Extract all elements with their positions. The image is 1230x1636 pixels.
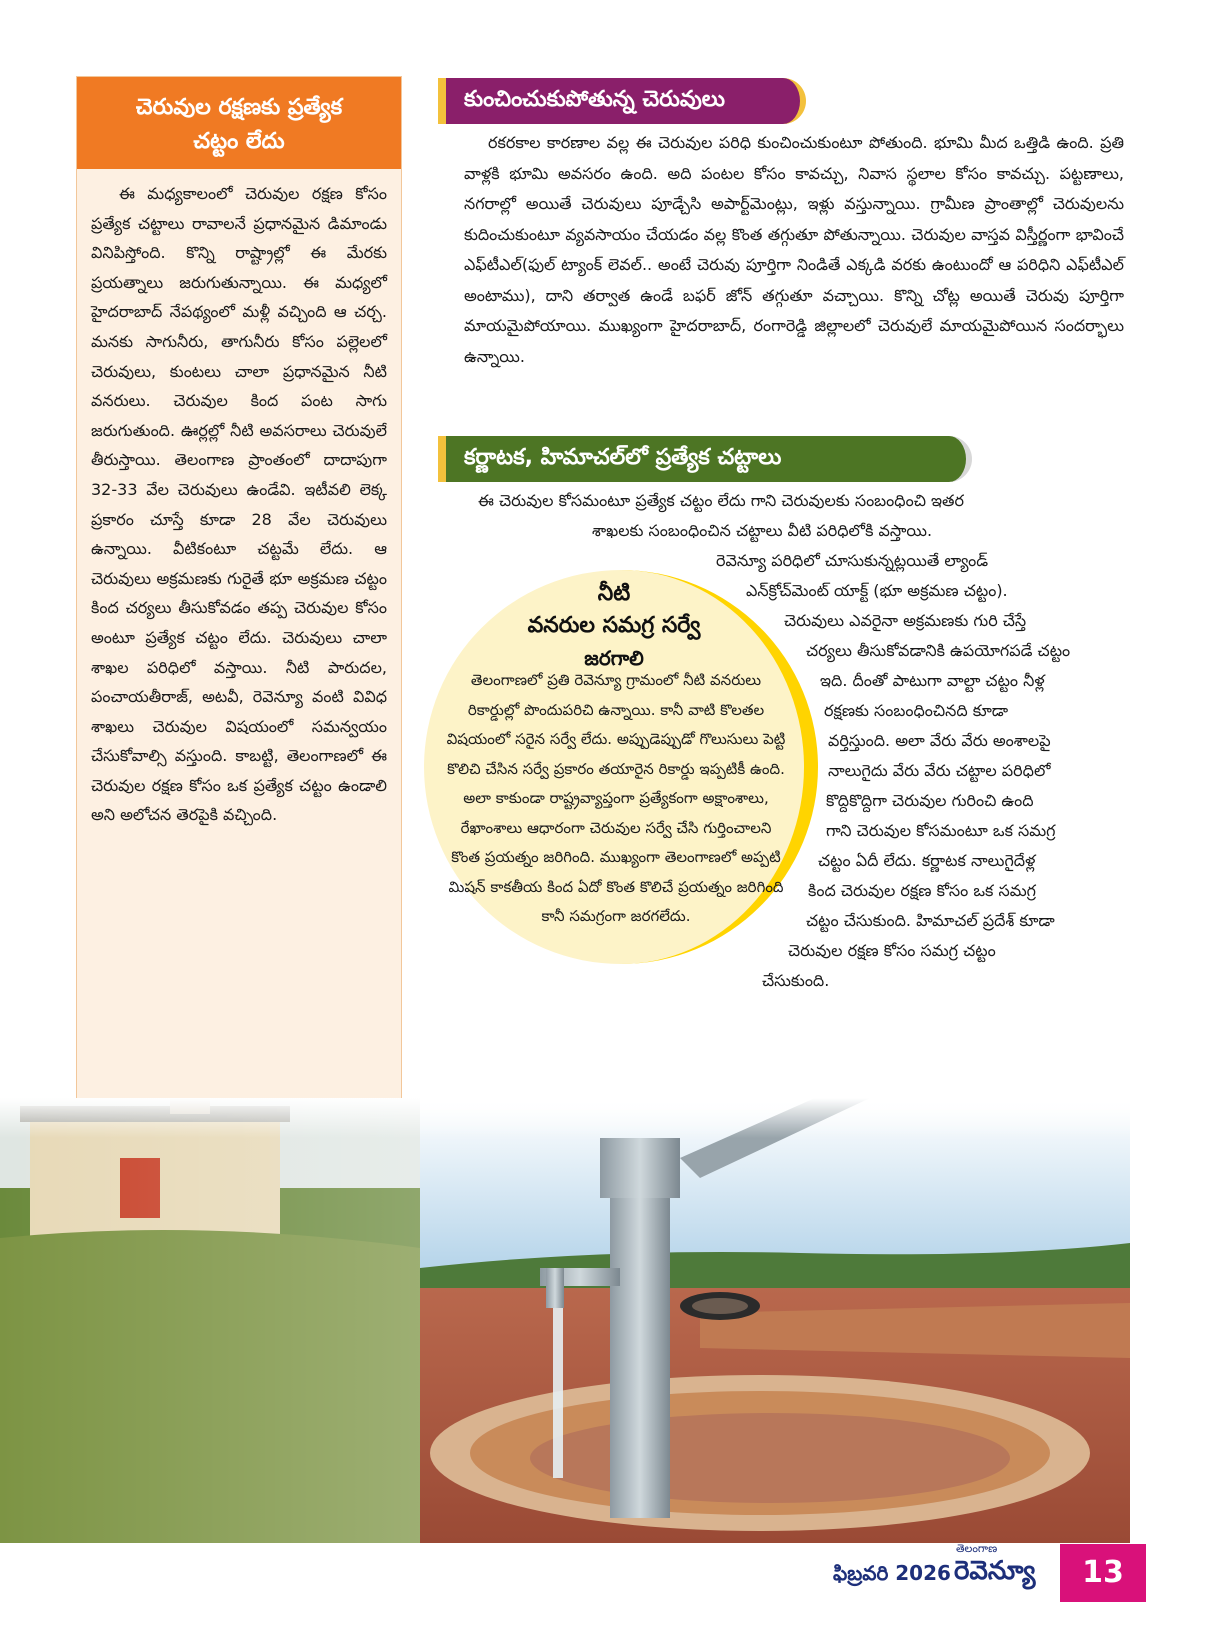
- section2-line: ఈ చెరువుల కోసమంటూ ప్రత్యేక చట్టం లేదు గాని చెరువులకు సంబంధించి ఇతర: [478, 491, 964, 510]
- sidebar-title: చెరువుల రక్షణకు ప్రత్యేక చట్టం లేదు: [77, 77, 401, 169]
- section2-line: చేసుకుంది.: [762, 971, 830, 990]
- section1-heading: కుంచించుకుపోతున్న చెరువులు: [446, 78, 806, 124]
- section2-line: నాలుగైదు వేరు వేరు చట్టాల పరిధిలో: [828, 761, 1051, 780]
- section2-line: చర్యలు తీసుకోవడానికి ఉపయోగపడే చట్టం: [806, 641, 1071, 660]
- section1-body: రకరకాల కారణాల వల్ల ఈ చెరువుల పరిధి కుంచించుకుంటూ పోతుంది. భూమి మీద ఒత్తిడి ఉంది. ప్రతి వాళ్లకి భూమి అవసరం ఉంది. అది పంటల కోసం కావచ్చు, నివాస స్థలాల కోసం కావచ్చు. పట్టణాలు, నగరాల్లో అయితే చెరువులు పూడ్చేసి అపార్ట్‌మెంట్లు, ఇళ్లు వస్తున్నాయి. గ్రామీణ ప్రాంతాల్లో చెరువులను కుదించుకుంటూ వ్యవసాయం చేయడం వల్ల కొంత తగ్గుతూ పోతున్నాయి. చెరువుల వాస్తవ విస్తీర్ణంగా భావించే ఎఫ్‌టీఎల్(ఫుల్ ట్యాంక్ లెవల్.. అంటే చెరువు పూర్తిగా నిండితే ఎక్కడి వరకు ఉంటుందో ఆ పరిధిని ఎఫ్‌టీఎల్ అంటాము), దాని తర్వాత ఉండే బఫర్ జోన్ తగ్గుతూ వచ్చాయి. కొన్ని చోట్ల అయితే చెరువు పూర్తిగా మాయమైపోయాయి. ముఖ్యంగా హైదరాబాద్, రంగారెడ్డి జిల్లాలలో చెరువులే మాయమైపోయిన సందర్భాలు ఉన్నాయి.: [464, 133, 1124, 366]
- section2-line: రక్షణకు సంబంధించినది కూడా: [824, 701, 1009, 720]
- section2-line: ఇది. దీంతో పాటుగా వాల్టా చట్టం నీళ్ల: [820, 671, 1045, 690]
- section2-line: శాఖలకు సంబంధించిన చట్టాలు వీటి పరిధిలోకి వస్తాయి.: [592, 521, 933, 540]
- issue-date: ఫిబ్రవరి 2026: [833, 1561, 951, 1585]
- section2-line: చట్టం చేసుకుంది. హిమాచల్ ప్రదేశ్ కూడా: [806, 911, 1055, 930]
- section2-line: రెవెన్యూ పరిధిలో చూసుకున్నట్లయితే ల్యాండ్: [716, 551, 989, 570]
- section2-line: గాని చెరువుల కోసమంటూ ఒక సమగ్ర: [826, 821, 1056, 840]
- section2-line: చెరువుల రక్షణ కోసం సమగ్ర చట్టం: [788, 941, 996, 960]
- survey-title-line: జరగాలి: [584, 646, 644, 670]
- section2-line: చెరువులు ఎవరైనా అక్రమణకు గురి చేస్తే: [784, 611, 1027, 630]
- section2-line: కింద చెరువుల రక్షణ కోసం ఒక సమగ్ర: [808, 881, 1036, 900]
- sidebar-text: ఈ మధ్యకాలంలో చెరువుల రక్షణ కోసం ప్రత్యేక చట్టాలు రావాలనే ప్రధానమైన డిమాండు వినిపిస్తోంది. కొన్ని రాష్ట్రాల్లో ఈ మేరకు ప్రయత్నాలు జరుగుతున్నాయి. ఈ మధ్యలో హైదరాబాద్ నేపథ్యంలో మళ్లీ వచ్చింది ఆ చర్చ. మనకు సాగునీరు, తాగునీరు కోసం పల్లెలలో చెరువులు, కుంటలు చాలా ప్రధానమైన నీటి వనరులు. చెరువుల కింద పంట సాగు జరుగుతుంది. ఊర్లల్లో నీటి అవసరాలు చెరువులే తీరుస్తాయి. తెలంగాణ ప్రాంతంలో దాదాపుగా 32-33 వేల చెరువులు ఉండేవి. ఇటీవలి లెక్క ప్రకారం చూస్తే కూడా 28 వేల చెరువులు ఉన్నాయి. వీటికంటూ చట్టమే లేదు. ఆ చెరువులు అక్రమణకు గురైతే భూ అక్రమణ చట్టం కింద చర్యలు తీసుకోవడం తప్ప చెరువుల కోసం అంటూ ప్రత్యేక చట్టం లేదు. చెరువులు చాలా శాఖల పరిధిలో వస్తాయి. నీటి పారుదల, పంచాయతీరాజ్, అటవీ, రెవెన్యూ వంటి వివిధ శాఖలు చెరువుల విషయంలో సమన్వయం చేసుకోవాల్సి వస్తుంది. కాబట్టి, తెలంగాణలో ఈ చెరువుల రక్షణ కోసం ఒక ప్రత్యేక చట్టం ఉండాలి అని అలోచన తెరపైకి వచ్చింది.: [91, 184, 387, 825]
- survey-title-line: వనరుల సమగ్ర సర్వే: [527, 613, 701, 638]
- hand-pump-photo: [0, 1098, 1130, 1543]
- brand-small: తెలంగాణ: [956, 1542, 998, 1555]
- hand-pump-illustration: [0, 1098, 1130, 1543]
- survey-title: [424, 578, 804, 674]
- brand-logo: రెవెన్యూ: [954, 1556, 1036, 1586]
- page-number: 13: [1060, 1544, 1146, 1602]
- section2-line: కొద్దికొద్దిగా చెరువుల గురించి ఉంది: [826, 791, 1034, 810]
- section2-heading: కర్ణాటక, హిమాచల్‌లో ప్రత్యేక చట్టాలు: [446, 436, 972, 482]
- section2-line: చట్టం ఏదీ లేదు. కర్ణాటక నాలుగైదేళ్ల: [818, 851, 1036, 870]
- section2-line: ఎన్‌క్రోచ్‌మెంట్ యాక్ట్ (భూ అక్రమణ చట్టం).: [746, 581, 1008, 600]
- sidebar-box: [76, 76, 402, 1110]
- survey-title-line: నీటి: [597, 581, 631, 606]
- survey-body: తెలంగాణలో ప్రతి రెవెన్యూ గ్రామంలో నీటి వనరులు రికార్డుల్లో పొందుపరిచి ఉన్నాయి. కానీ వాటి కొలతల విషయంలో సరైన సర్వే లేదు. అప్పుడెప్పుడో గొలుసులు పెట్టి కొలిచి చేసిన సర్వే ప్రకారం తయారైన రికార్డు ఇప్పటికీ ఉంది. అలా కాకుండా రాష్ట్రవ్యాప్తంగా ప్రత్యేకంగా అక్షాంశాలు, రేఖాంశాలు ఆధారంగా చెరువుల సర్వే చేసి గుర్తించాలని కొంత ప్రయత్నం జరిగింది. ముఖ్యంగా తెలంగాణలో అప్పటి మిషన్ కాకతీయ కింద ఏదో కొంత కొలిచే ప్రయత్నం జరిగింది కానీ సమగ్రంగా జరగలేదు.: [446, 671, 786, 925]
- section2-line: వర్తిస్తుంది. అలా వేరు వేరు అంశాలపై: [828, 731, 1051, 750]
- sidebar-body: [77, 169, 401, 830]
